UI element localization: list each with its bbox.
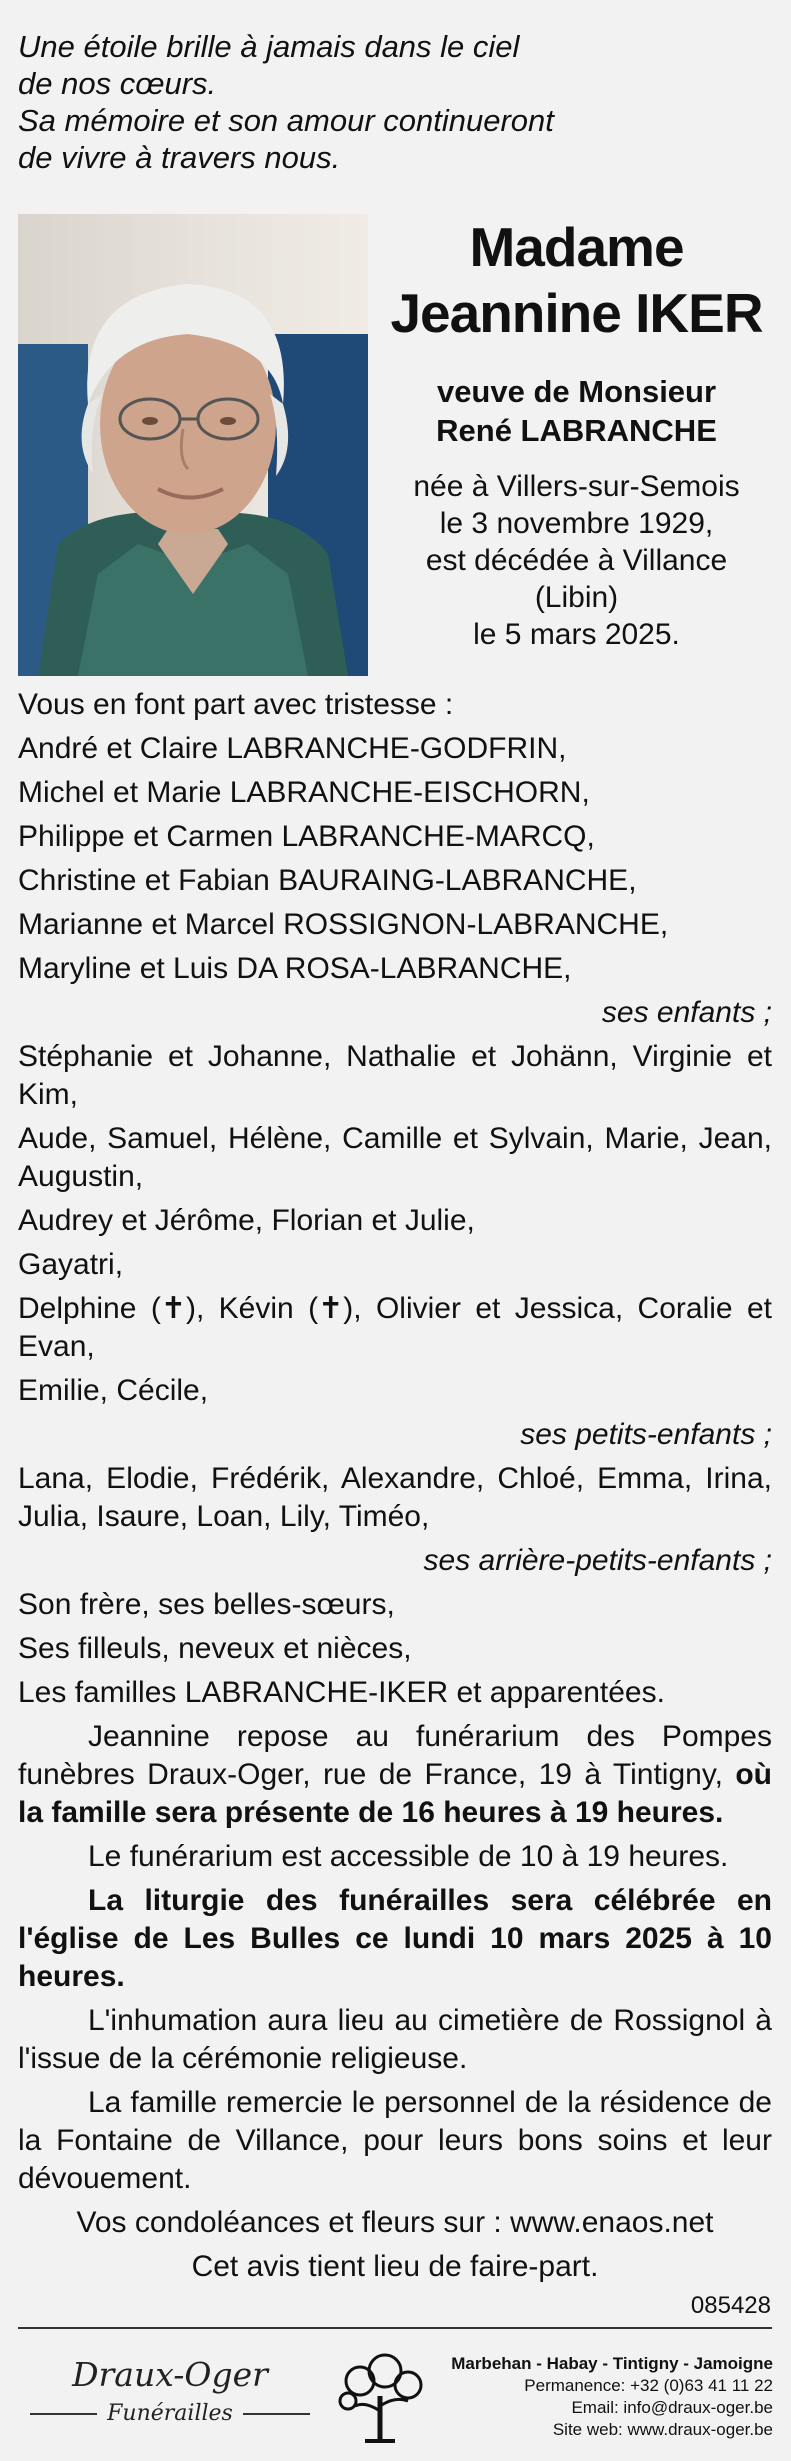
thanks-paragraph: La famille remercie le personnel de la résidence de la Fontaine de Villance, pour leurs bons soins et leur dévouement. — [18, 2086, 772, 2195]
cross-icon: ✝ — [160, 1292, 186, 1325]
child-entry: André et Claire LABRANCHE-GODFRIN, — [18, 732, 567, 765]
relatives-entry: Les familles LABRANCHE-IKER et apparentées. — [18, 1676, 665, 1709]
death-line: (Libin) — [534, 581, 619, 614]
death-line: est décédée à Villance — [425, 544, 728, 577]
email-line[interactable]: Email: info@draux-oger.be — [571, 2398, 773, 2417]
grandchild-entry: Emilie, Cécile, — [18, 1374, 209, 1407]
grandchild-entry: Gayatri, — [18, 1248, 124, 1281]
notice-line: Cet avis tient lieu de faire-part. — [191, 2250, 599, 2283]
child-entry: Philippe et Carmen LABRANCHE-MARCQ, — [18, 820, 595, 853]
poem-line: Une étoile brille à jamais dans le ciel — [18, 29, 520, 64]
logo-dash — [30, 2413, 97, 2415]
grandchild-entry: Audrey et Jérôme, Florian et Julie, — [18, 1204, 475, 1237]
great-grandchildren-label: ses arrière-petits-enfants ; — [423, 1544, 772, 1577]
family-presence: où la famille sera présente de 16 heures à 19 heures. — [18, 1758, 772, 1829]
poem-line: de vivre à travers nous. — [18, 140, 341, 175]
relatives-entry: Son frère, ses belles-sœurs, — [18, 1588, 395, 1621]
funeral-home-paragraph — [18, 1718, 772, 1832]
funeral-home-footer — [0, 2331, 791, 2461]
grandchildren-label: ses petits-enfants ; — [520, 1418, 772, 1451]
burial-paragraph: L'inhumation aura lieu au cimetière de Rossignol à l'issue de la cérémonie religieuse. — [18, 2004, 772, 2075]
reference-number: 085428 — [690, 2292, 771, 2319]
relatives-entry: Ses filleuls, neveux et nièces, — [18, 1632, 412, 1665]
deceased-title: Madame — [469, 216, 684, 278]
website-line[interactable]: Site web: www.draux-oger.be — [552, 2420, 773, 2439]
birth-line: née à Villers-sur-Semois — [413, 470, 740, 503]
funeral-home-logo-name: Draux-Oger — [72, 2355, 268, 2394]
text-part: ), Kévin ( — [185, 1292, 319, 1325]
poem-line: Sa mémoire et son amour continueront — [18, 103, 554, 138]
grandchild-entry: Aude, Samuel, Hélène, Camille et Sylvain, Marie, Jean, Augustin, — [18, 1122, 772, 1193]
great-grandchildren-entry: Lana, Elodie, Frédérik, Alexandre, Chloé, Emma, Irina, Julia, Isaure, Loan, Lily, Timéo, — [18, 1462, 772, 1533]
cross-icon: ✝ — [318, 1292, 344, 1325]
opening-hours: Le funérarium est accessible de 10 à 19 heures. — [88, 1840, 729, 1873]
children-label: ses enfants ; — [601, 996, 772, 1029]
death-line: le 5 mars 2025. — [473, 618, 680, 651]
funeral-home-logo-sub — [30, 2401, 310, 2426]
deceased-name-block — [380, 214, 773, 653]
grandchild-entry: Stéphanie et Johanne, Nathalie et Johänn, Virginie et Kim, — [18, 1040, 772, 1111]
rest-text: Jeannine repose au funérarium des Pompes funèbres Draux-Oger, rue de France, 19 à Tintigny, — [18, 1720, 772, 1791]
condolences-line: Vos condoléances et fleurs sur : www.enaos.net — [76, 2206, 714, 2239]
portrait-illustration — [18, 214, 368, 676]
logo-dash — [243, 2413, 310, 2415]
text-part: ), Olivier et Jessica, Coralie et Evan, — [18, 1292, 773, 1363]
deceased-name: Jeannine IKER — [390, 282, 763, 344]
tree-icon — [330, 2351, 430, 2446]
child-entry: Marianne et Marcel ROSSIGNON-LABRANCHE, — [18, 908, 669, 941]
poem-line: de nos cœurs. — [18, 66, 217, 101]
divider — [18, 2327, 772, 2329]
grandchild-entry-deceased — [18, 1290, 772, 1366]
child-entry: Michel et Marie LABRANCHE-EISCHORN, — [18, 776, 590, 809]
intro-line: Vous en font part avec tristesse : — [18, 688, 454, 721]
birth-line: le 3 novembre 1929, — [439, 507, 714, 540]
widow-line: veuve de Monsieur — [436, 374, 717, 409]
text-part: Delphine ( — [18, 1292, 161, 1325]
widow-of — [380, 372, 773, 450]
announcement-body — [18, 686, 772, 2292]
logo-sub-text: Funérailles — [107, 2401, 233, 2426]
portrait-photo — [18, 214, 368, 676]
birth-death-info — [380, 468, 773, 653]
liturgy-paragraph: La liturgie des funérailles sera célébrée en l'église de Les Bulles ce lundi 10 mars 2025 à 10 heures. — [18, 1884, 772, 1993]
child-entry: Maryline et Luis DA ROSA-LABRANCHE, — [18, 952, 572, 985]
contact-info — [433, 2353, 773, 2441]
phone-line: Permanence: +32 (0)63 41 11 22 — [524, 2376, 773, 2395]
spouse-name: René LABRANCHE — [436, 413, 717, 448]
child-entry: Christine et Fabian BAURAING-LABRANCHE, — [18, 864, 637, 897]
memorial-poem — [18, 28, 758, 176]
branch-towns: Marbehan - Habay - Tintigny - Jamoigne — [451, 2354, 773, 2373]
